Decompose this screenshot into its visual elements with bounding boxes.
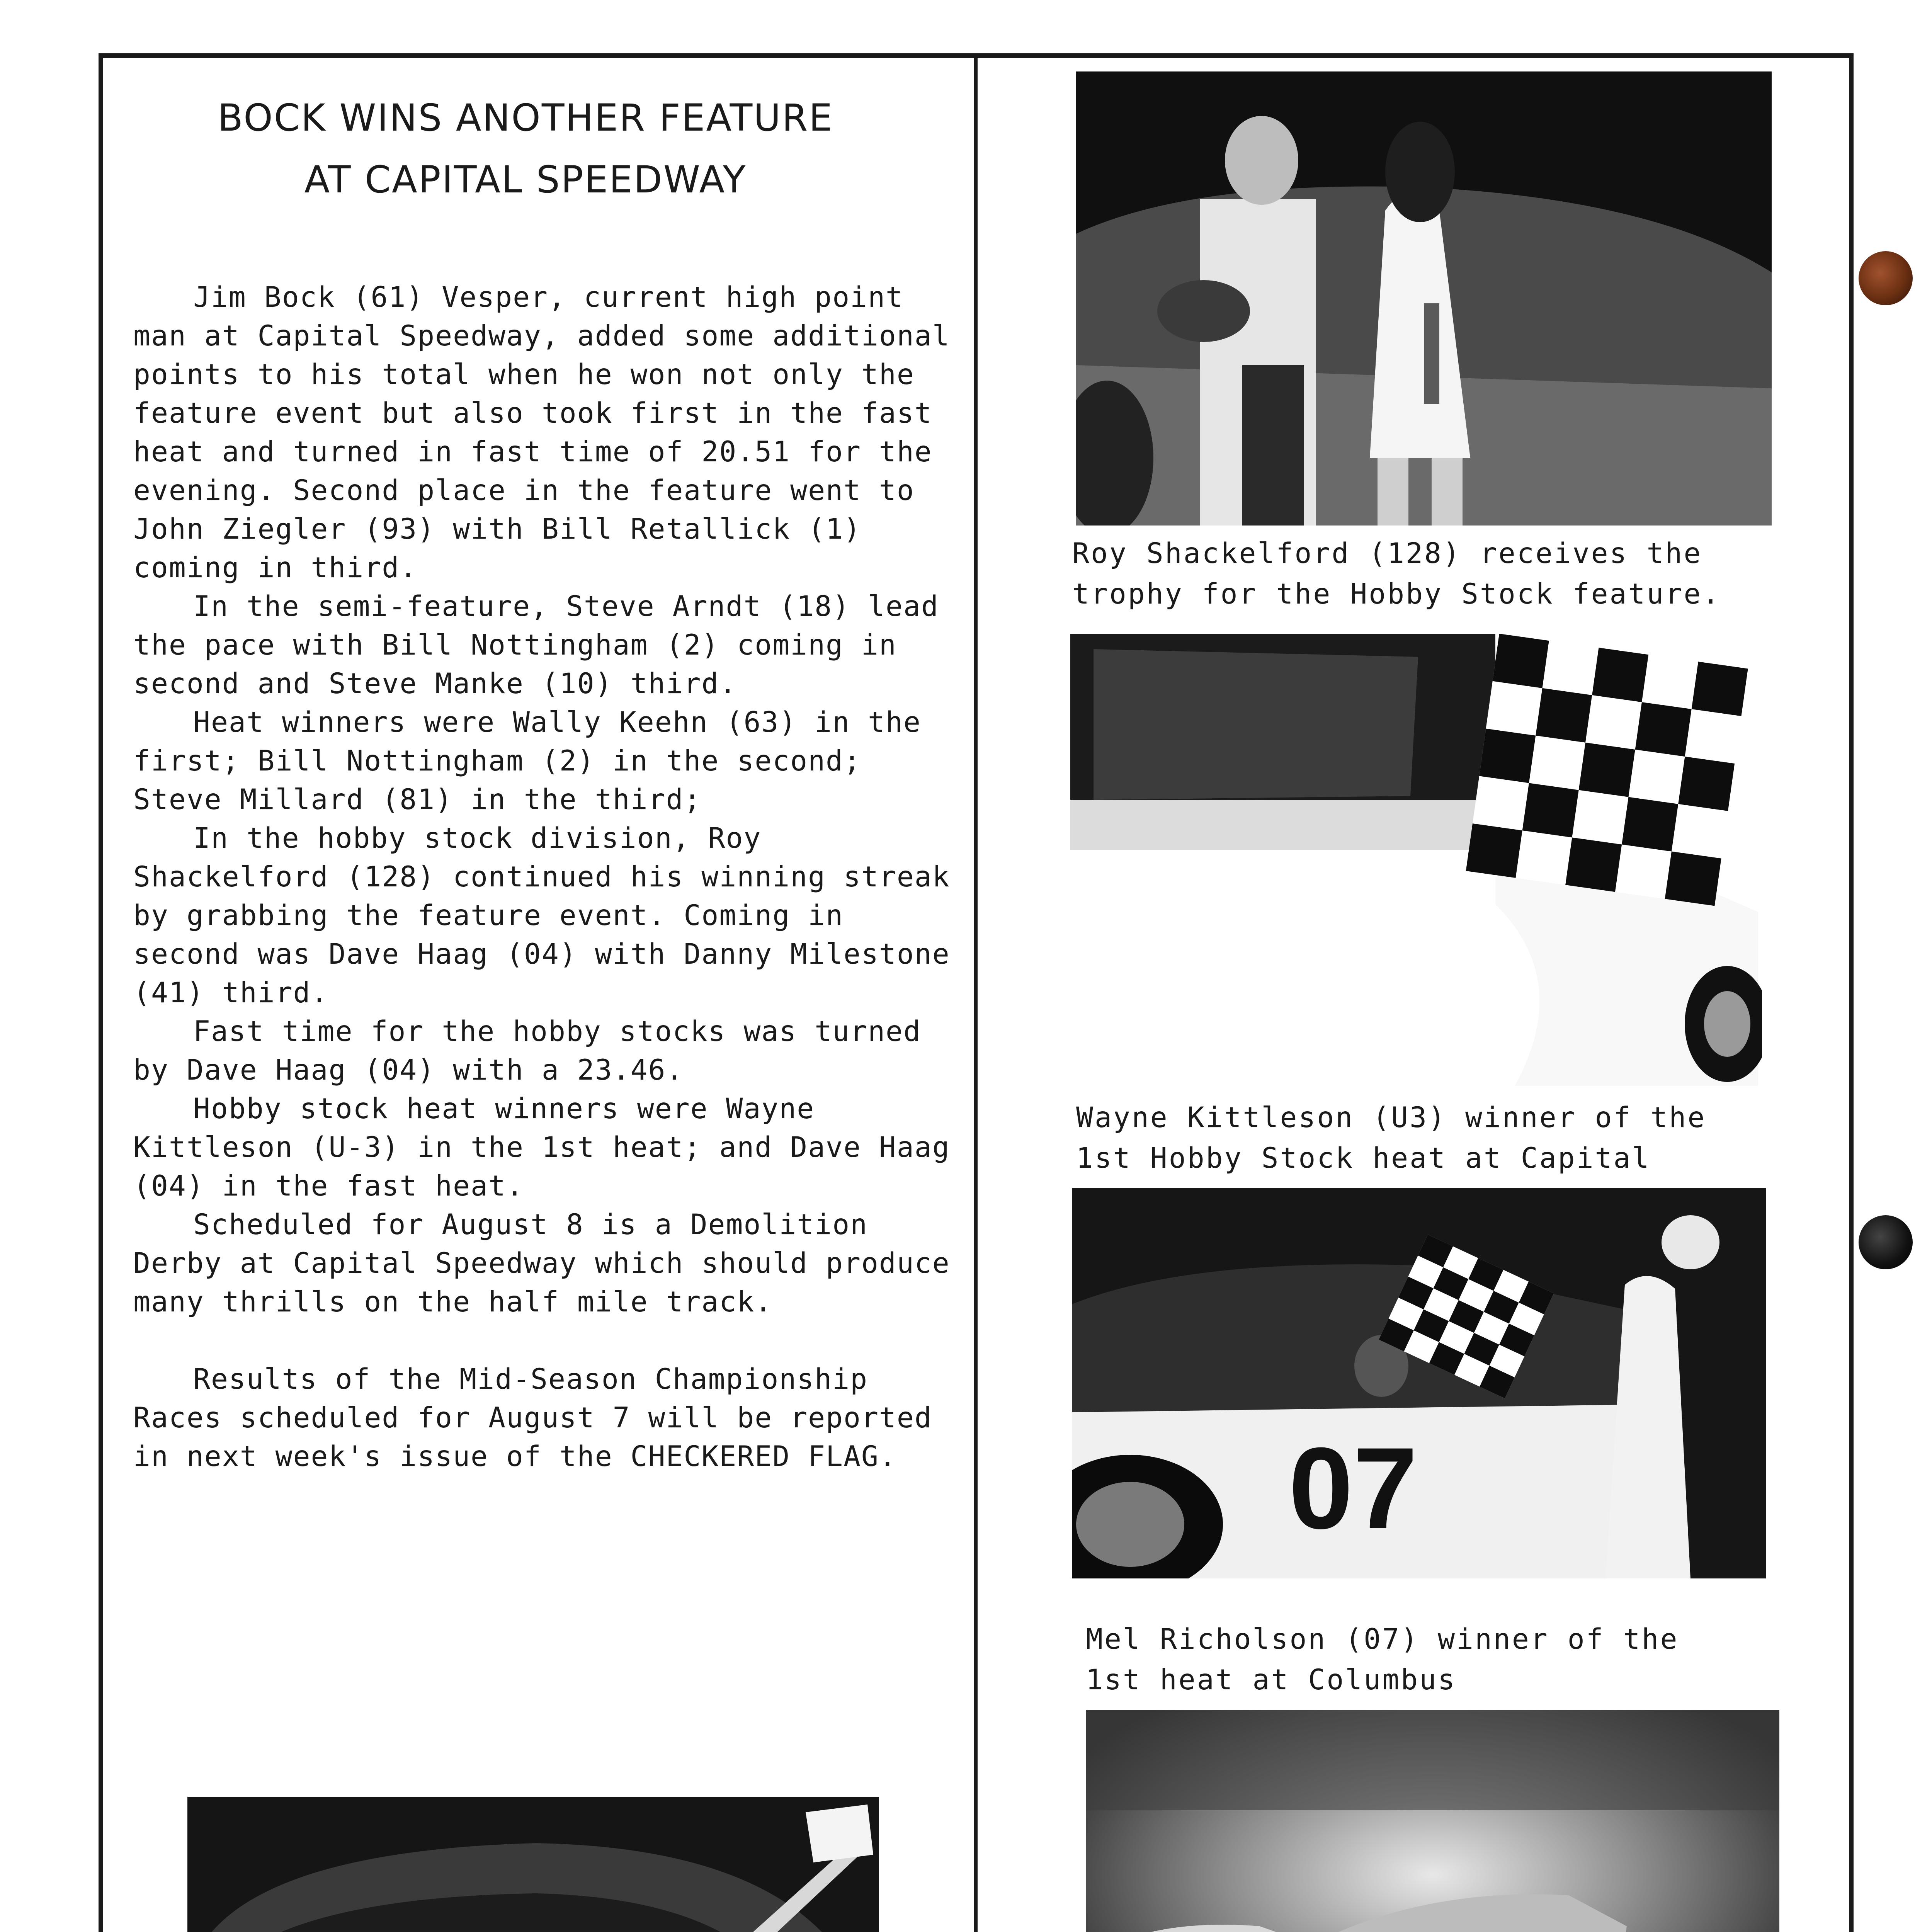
headline-line-1: BOCK WINS ANOTHER FEATURE xyxy=(218,96,833,139)
article-paragraph: Fast time for the hobby stocks was turned by Dave Haag (04) with a 23.46. xyxy=(133,1015,921,1087)
car-07-illustration xyxy=(1072,1188,1766,1578)
caption-wayne-kittleson xyxy=(1076,1097,1810,1179)
caption-line: Roy Shackelford (128) receives the xyxy=(1072,537,1702,570)
article-paragraph: In the semi-feature, Steve Arndt (18) lead the pace with Bill Nottingham (2) coming in second and Steve Manke (10) third. xyxy=(133,590,939,700)
caption-line: Wayne Kittleson (U3) winner of the xyxy=(1076,1101,1706,1134)
night-race-illustration xyxy=(1086,1710,1779,1932)
caption-line: 1st Hobby Stock heat at Capital xyxy=(1076,1142,1651,1175)
headline-line-2: AT CAPITAL SPEEDWAY xyxy=(304,158,747,201)
binder-hole xyxy=(1859,1215,1913,1269)
car-63-illustration xyxy=(187,1797,879,1932)
checkered-flag-illustration xyxy=(1070,634,1762,1086)
column-divider xyxy=(974,53,978,1932)
article-body xyxy=(133,278,960,1476)
article-paragraph: Jim Bock (61) Vesper, current high point man at Capital Speedway, added some additional points to his total when he won not only the feature event but also took first in the fast heat and turned in fast time of 20.51 for the evening. Second place in the feature went to John Ziegler (93) with Bill Retallick (1) coming in third. xyxy=(133,281,950,584)
photo-wayne-kittleson xyxy=(1070,634,1762,1086)
caption-line: 1st heat at Columbus xyxy=(1086,1663,1456,1696)
binder-hole xyxy=(1859,251,1913,305)
article-paragraph: In the hobby stock division, Roy Shackelford (128) continued his winning streak by grabbing the feature event. Coming in second was Dave Haag (04) with Danny Milestone (41) third. xyxy=(133,822,950,1009)
caption-line: Mel Richolson (07) winner of the xyxy=(1086,1623,1679,1656)
photo-mel-richolson xyxy=(1072,1188,1766,1578)
article-paragraph: Scheduled for August 8 is a Demolition Derby at Capital Speedway which should produce many thrills on the half mile track. xyxy=(133,1208,950,1318)
photo-roy-shackelford xyxy=(1076,71,1772,526)
caption-line: trophy for the Hobby Stock feature. xyxy=(1072,578,1721,611)
caption-roy-shackelford xyxy=(1072,533,1806,614)
photo-night-race xyxy=(1086,1710,1779,1932)
car-number-07: 07 xyxy=(1289,1423,1418,1553)
article-paragraph: Heat winners were Wally Keehn (63) in the first; Bill Nottingham (2) in the second; Steve Millard (81) in the third; xyxy=(133,706,921,816)
trophy-presentation-illustration xyxy=(1076,71,1772,526)
article-paragraph: Hobby stock heat winners were Wayne Kittleson (U-3) in the 1st heat; and Dave Haag (04) in the fast heat. xyxy=(133,1092,950,1202)
caption-mel-richolson xyxy=(1086,1619,1820,1700)
photo-wally-keehn xyxy=(187,1797,879,1932)
article-headline xyxy=(124,87,927,211)
article-paragraph: Results of the Mid-Season Championship Races scheduled for August 7 will be reported in next week's issue of the CHECKERED FLAG. xyxy=(133,1363,932,1473)
